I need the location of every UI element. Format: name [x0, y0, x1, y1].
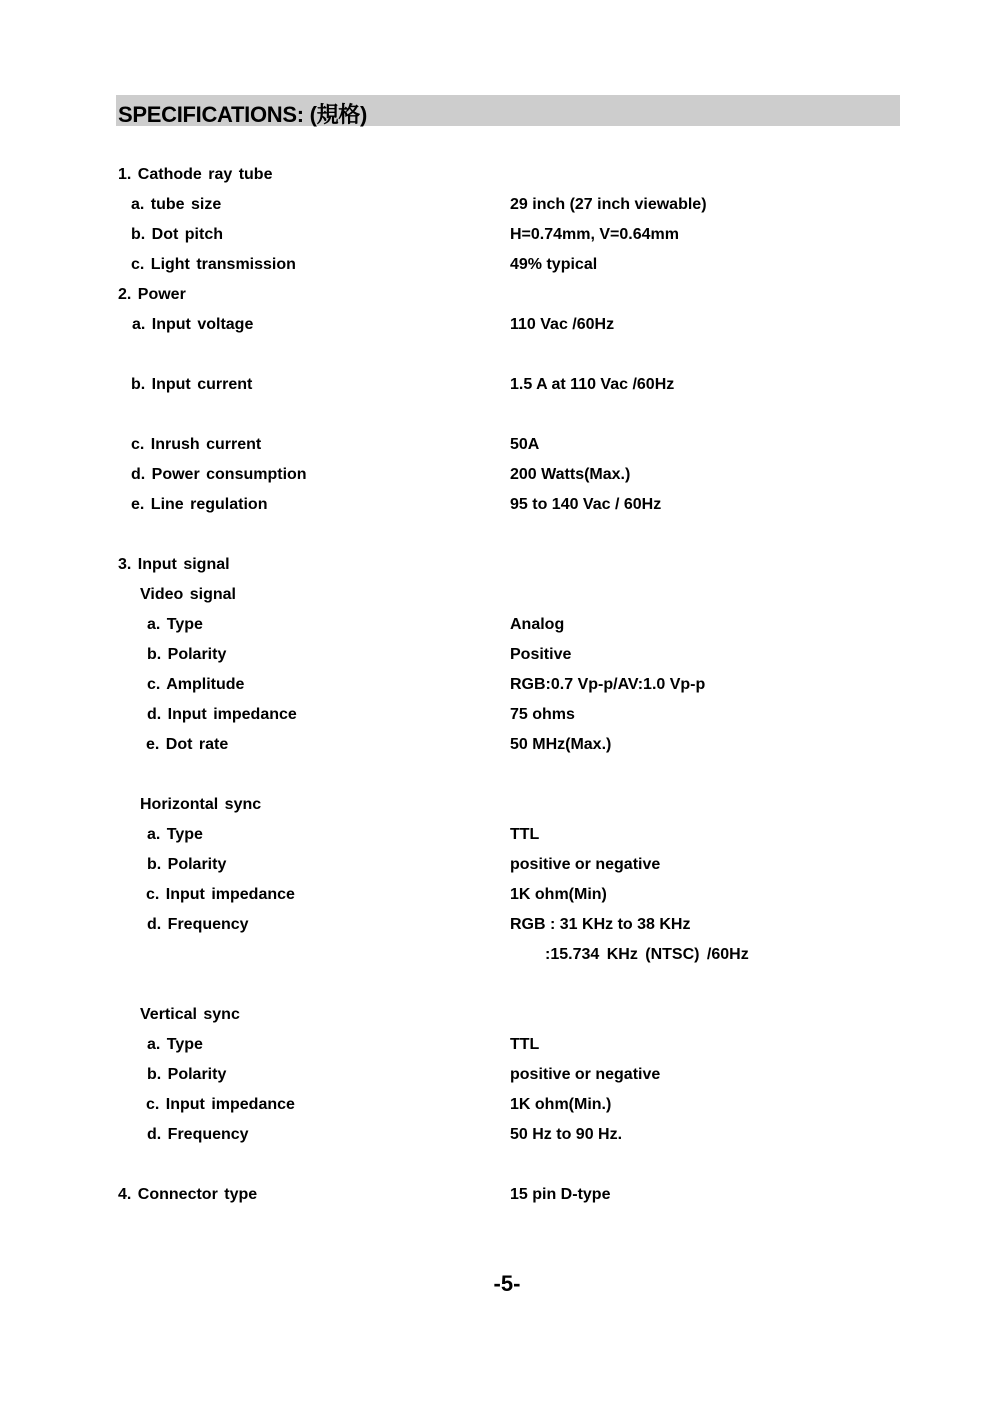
spec-label: a. Type: [147, 1036, 203, 1053]
spec-value: 15 pin D-type: [510, 1186, 611, 1203]
spec-value: TTL: [510, 1036, 540, 1053]
page-title: SPECIFICATIONS: (規格): [118, 102, 368, 127]
spec-label: b. Polarity: [147, 1066, 227, 1083]
spec-value: 50A: [510, 436, 540, 453]
section-title: 4. Connector type: [118, 1186, 258, 1203]
spec-label: b. Input current: [131, 376, 253, 393]
page-number: -5-: [493, 1271, 521, 1296]
subsection-title: Video signal: [140, 586, 236, 603]
spec-label: a. Type: [147, 826, 203, 843]
spec-label: b. Dot pitch: [131, 226, 223, 243]
spec-value: 1K ohm(Min.): [510, 1096, 612, 1113]
spec-label: c. Input impedance: [146, 1096, 295, 1113]
spec-value: RGB : 31 KHz to 38 KHz: [510, 916, 691, 933]
spec-label: d. Frequency: [147, 1126, 249, 1143]
spec-label: e. Line regulation: [131, 496, 268, 513]
spec-label: b. Polarity: [147, 856, 227, 873]
header-bar: [116, 95, 900, 126]
spec-value: 75 ohms: [510, 706, 575, 723]
section-title: 2. Power: [118, 286, 186, 303]
spec-value: Analog: [510, 616, 565, 633]
spec-label: b. Polarity: [147, 646, 227, 663]
subsection-title: Horizontal sync: [140, 796, 262, 813]
spec-value: :15.734 KHz (NTSC) /60Hz: [545, 946, 749, 963]
spec-value: TTL: [510, 826, 540, 843]
spec-label: d. Frequency: [147, 916, 249, 933]
spec-label: c. Input impedance: [146, 886, 295, 903]
spec-value: 200 Watts(Max.): [510, 466, 631, 483]
spec-label: c. Light transmission: [131, 256, 296, 273]
spec-value: 1.5 A at 110 Vac /60Hz: [510, 376, 675, 393]
spec-value: 110 Vac /60Hz: [510, 316, 615, 333]
spec-value: Positive: [510, 646, 572, 663]
spec-label: e. Dot rate: [146, 736, 229, 753]
spec-label: c. Amplitude: [147, 676, 245, 693]
spec-label: a. Type: [147, 616, 203, 633]
spec-value: positive or negative: [510, 856, 661, 873]
spec-value: 1K ohm(Min): [510, 886, 607, 903]
spec-value: 95 to 140 Vac / 60Hz: [510, 496, 662, 513]
spec-value: 50 MHz(Max.): [510, 736, 612, 753]
spec-value: positive or negative: [510, 1066, 661, 1083]
section-title: 3. Input signal: [118, 556, 230, 573]
spec-value: 49% typical: [510, 256, 598, 273]
spec-label: c. Inrush current: [131, 436, 262, 453]
spec-label: a. tube size: [131, 196, 222, 213]
spec-label: d. Input impedance: [147, 706, 297, 723]
spec-value: H=0.74mm, V=0.64mm: [510, 226, 679, 243]
spec-label: a. Input voltage: [132, 316, 254, 333]
subsection-title: Vertical sync: [140, 1006, 240, 1023]
spec-value: 29 inch (27 inch viewable): [510, 196, 707, 213]
spec-value: 50 Hz to 90 Hz.: [510, 1126, 623, 1143]
section-title: 1. Cathode ray tube: [118, 166, 273, 183]
spec-value: RGB:0.7 Vp-p/AV:1.0 Vp-p: [510, 676, 706, 693]
spec-label: d. Power consumption: [131, 466, 307, 483]
